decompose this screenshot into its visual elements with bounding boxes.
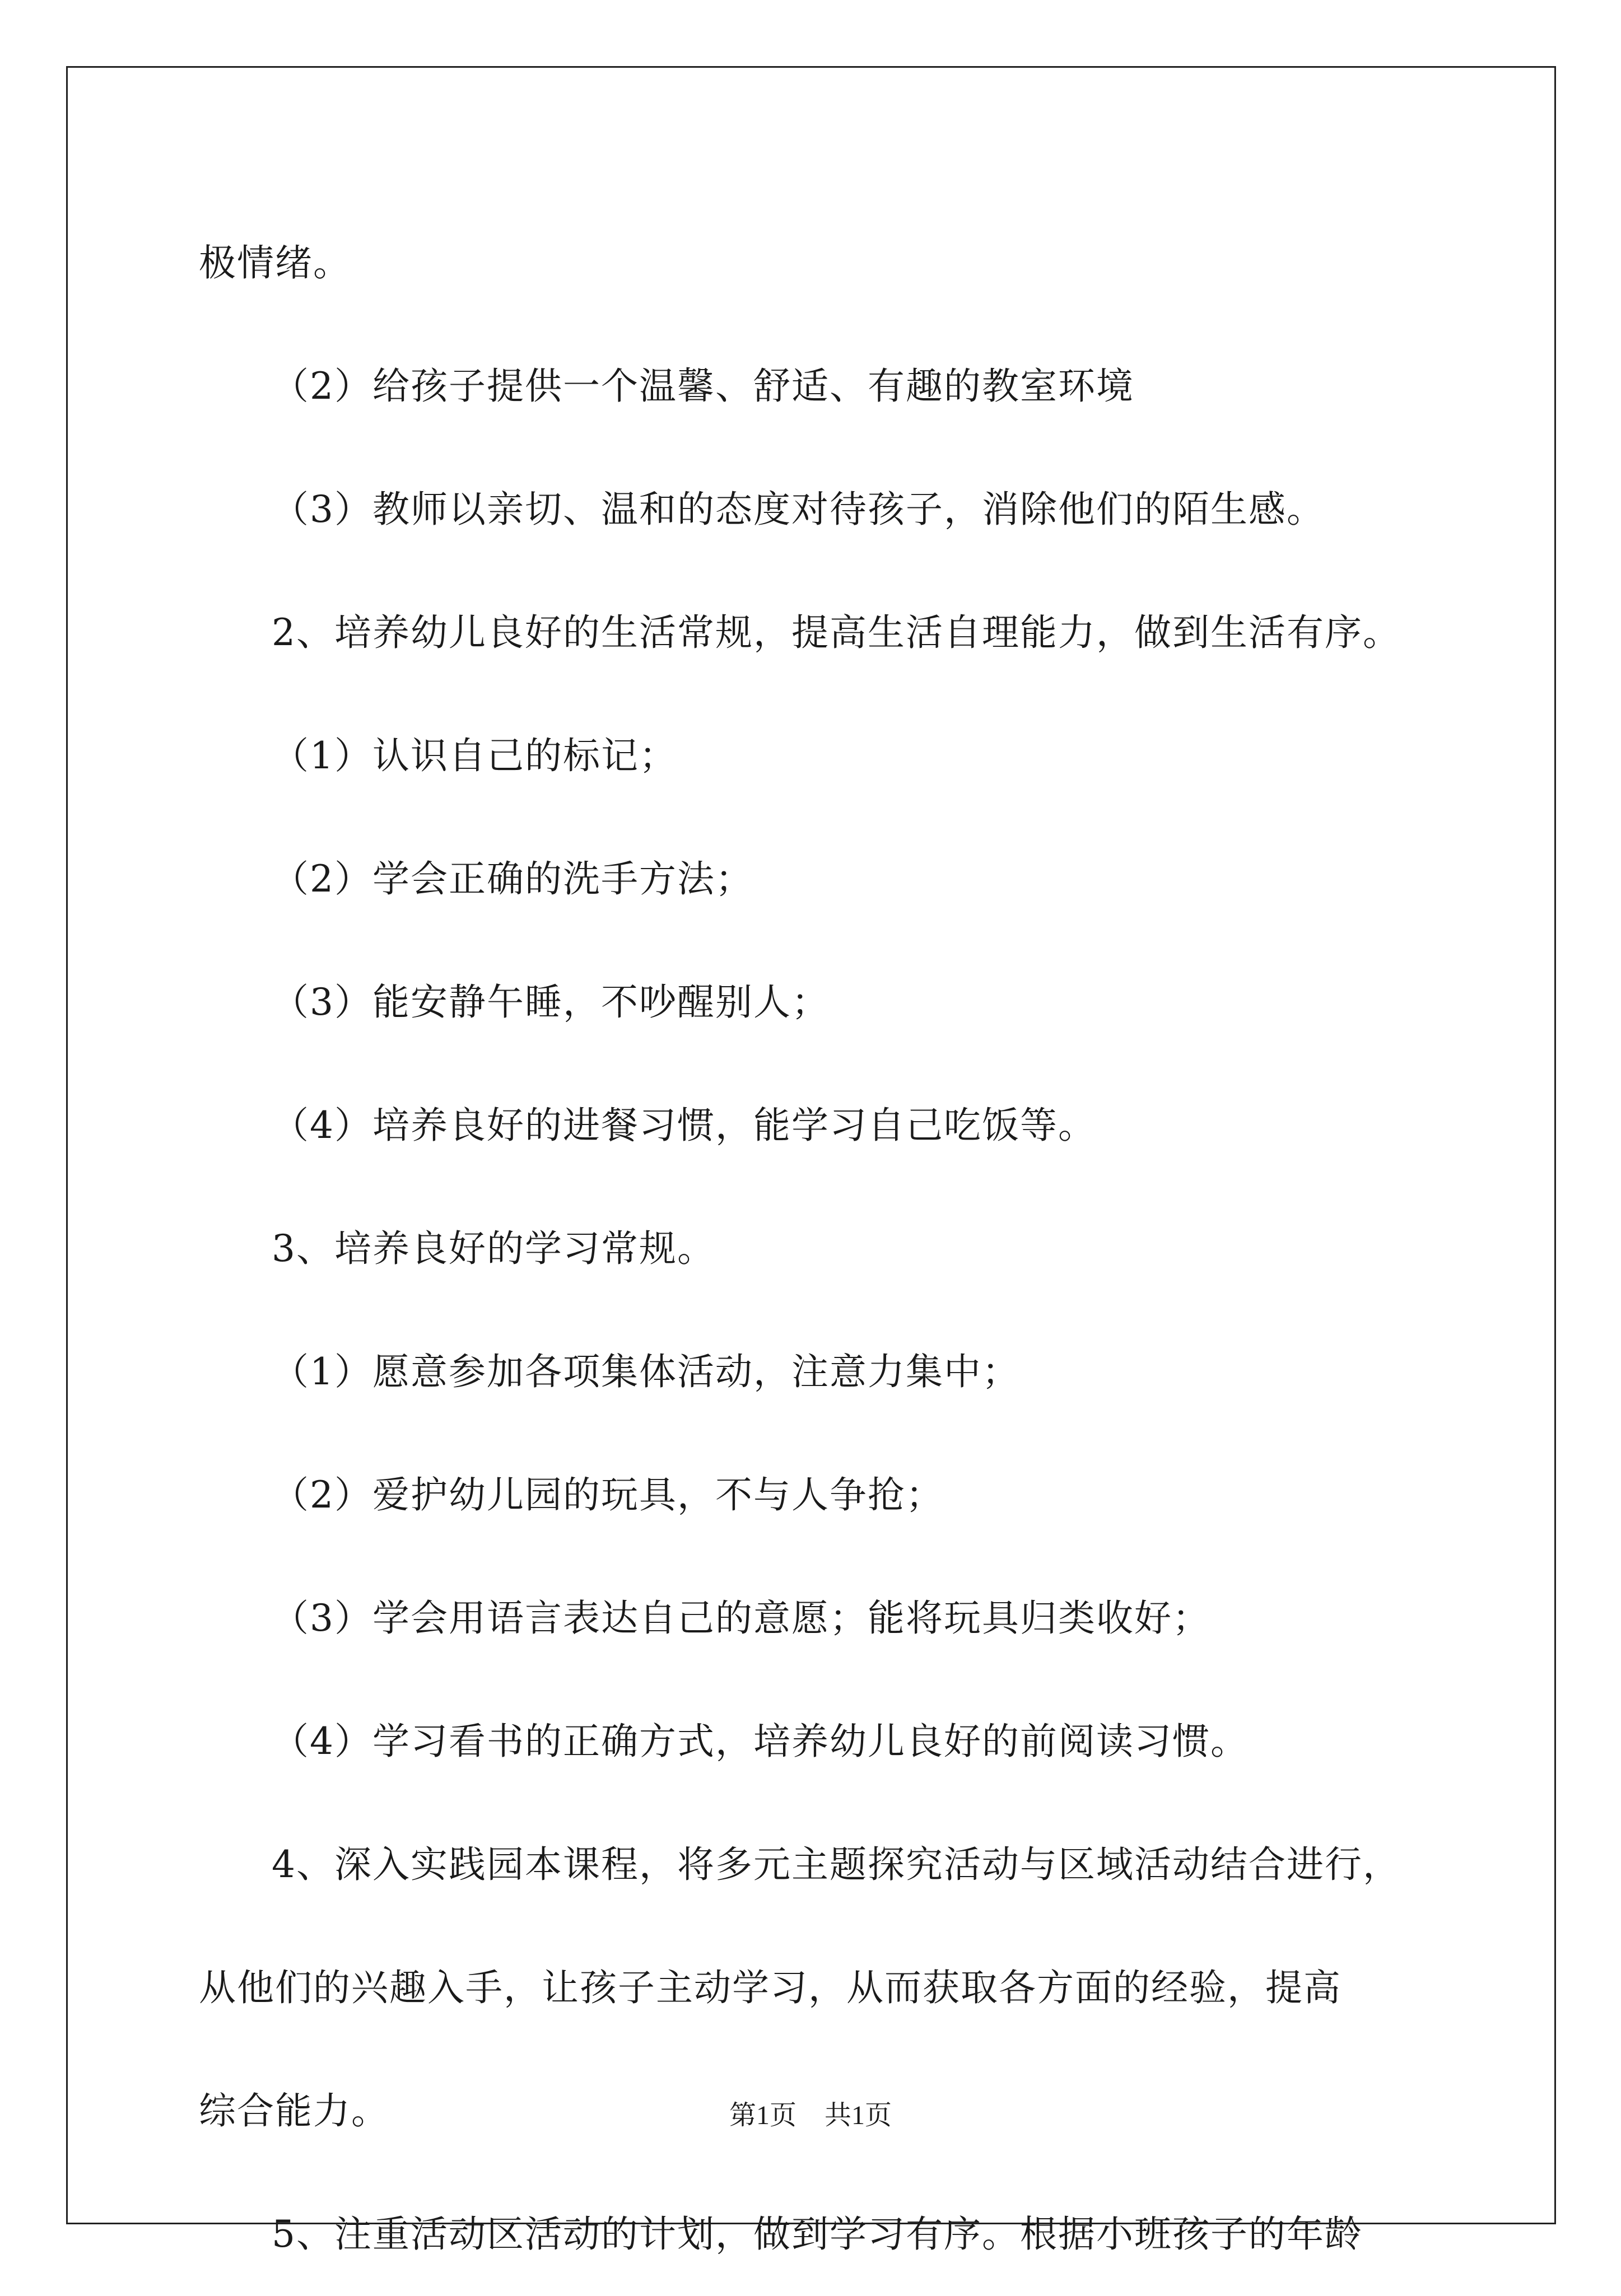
paragraph: （4）培养良好的进餐习惯，能学习自己吃饭等。 — [272, 1104, 1096, 1147]
paragraph: 3、培养良好的学习常规。 — [272, 1227, 715, 1270]
page-number: 第1页 — [729, 2101, 796, 2130]
paragraph: （3）学会用语言表达自己的意愿；能将玩具归类收好； — [272, 1597, 1210, 1640]
paragraph: 极情绪。 — [199, 241, 351, 284]
document-body — [199, 202, 1440, 2296]
paragraph: （2）给孩子提供一个温馨、舒适、有趣的教室环境 — [272, 365, 1134, 408]
paragraph: （3）能安静午睡，不吵醒别人； — [272, 981, 830, 1024]
paragraph: （1）愿意参加各项集体活动，注意力集中； — [272, 1350, 1020, 1393]
paragraph: 5、注重活动区活动的计划，做到学习有序。根据小班孩子的年龄 — [272, 2213, 1363, 2256]
paragraph: 从他们的兴趣入手，让孩子主动学习，从而获取各方面的经验，提高 — [199, 1966, 1341, 2009]
page-footer — [0, 2099, 1621, 2132]
paragraph: 4、深入实践园本课程，将多元主题探究活动与区域活动结合进行， — [272, 1843, 1401, 1886]
paragraph: （2）学会正确的洗手方法； — [272, 857, 753, 900]
paragraph: （3）教师以亲切、温和的态度对待孩子，消除他们的陌生感。 — [272, 488, 1325, 531]
paragraph: 2、培养幼儿良好的生活常规，提高生活自理能力，做到生活有序。 — [272, 611, 1401, 654]
paragraph: （1）认识自己的标记； — [272, 734, 677, 777]
paragraph: 综合能力。 — [199, 2089, 389, 2132]
page-total: 共1页 — [825, 2101, 892, 2130]
paragraph: （4）学习看书的正确方式，培养幼儿良好的前阅读习惯。 — [272, 1720, 1249, 1763]
paragraph: （2）爱护幼儿园的玩具，不与人争抢； — [272, 1473, 944, 1516]
